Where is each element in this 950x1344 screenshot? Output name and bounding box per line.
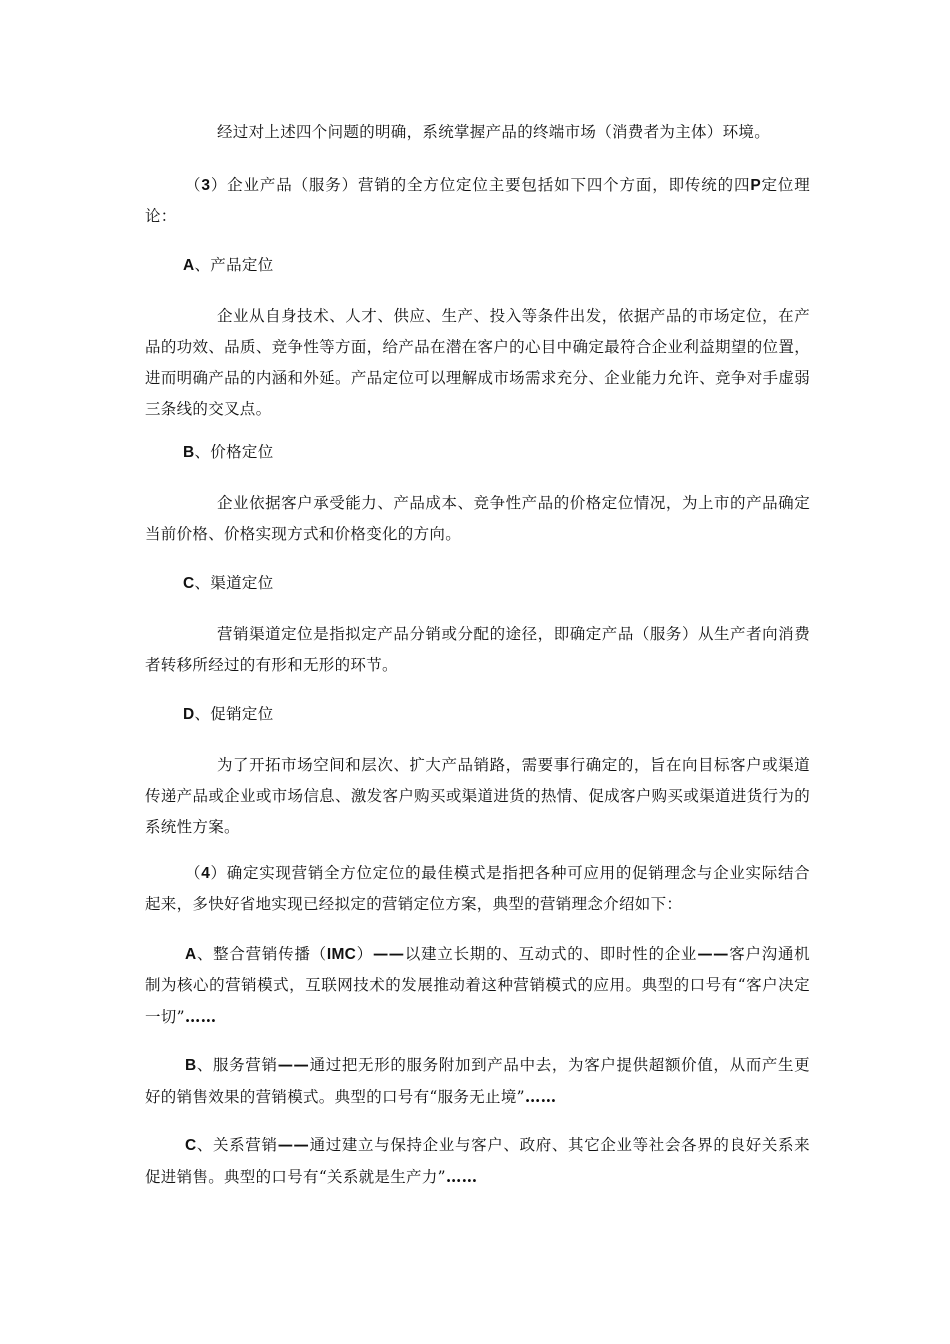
paragraph-intro: 经过对上述四个问题的明确，系统掌握产品的终端市场（消费者为主体）环境。 (217, 123, 771, 141)
heading-price-positioning: B、价格定位 (183, 443, 274, 461)
paragraph-service-marketing: B、服务营销——通过把无形的服务附加到产品中去，为客户提供超额价值，从而产生更好的销售效果的营销模式。典型的口号有“服务无止境”…… (145, 1055, 810, 1106)
paragraph-section-3: （3）企业产品（服务）营销的全方位定位主要包括如下四个方面，即传统的四P定位理论： (145, 176, 810, 225)
paragraph-imc: A、整合营销传播（IMC）——以建立长期的、互动式的、即时性的企业——客户沟通机制为核心的营销模式，互联网技术的发展推动着这种营销模式的应用。典型的口号有“客户决定一切”…… (145, 944, 810, 1026)
paragraph-channel-positioning: 营销渠道定位是指拟定产品分销或分配的途径，即确定产品（服务）从生产者向消费者转移所经过的有形和无形的环节。 (145, 625, 810, 674)
heading-channel-positioning: C、渠道定位 (183, 574, 274, 592)
paragraph-section-4: （4）确定实现营销全方位定位的最佳模式是指把各种可应用的促销理念与企业实际结合起来，多快好省地实现已经拟定的营销定位方案，典型的营销理念介绍如下： (145, 864, 810, 913)
heading-promotion-positioning: D、促销定位 (183, 705, 274, 723)
paragraph-relationship-marketing: C、关系营销——通过建立与保持企业与客户、政府、其它企业等社会各界的良好关系来促进销售。典型的口号有“关系就是生产力”…… (145, 1135, 810, 1186)
heading-product-positioning: A、产品定位 (183, 256, 274, 274)
paragraph-product-positioning: 企业从自身技术、人才、供应、生产、投入等条件出发，依据产品的市场定位，在产品的功效、品质、竞争性等方面，给产品在潜在客户的心目中确定最符合企业利益期望的位置，进而明确产品的内涵和外延。产品定位可以理解成市场需求充分、企业能力允许、竞争对手虚弱三条线的交叉点。 (145, 307, 810, 418)
paragraph-price-positioning: 企业依据客户承受能力、产品成本、竞争性产品的价格定位情况，为上市的产品确定当前价格、价格实现方式和价格变化的方向。 (145, 494, 810, 543)
paragraph-promotion-positioning: 为了开拓市场空间和层次、扩大产品销路，需要事行确定的，旨在向目标客户或渠道传递产品或企业或市场信息、激发客户购买或渠道进货的热情、促成客户购买或渠道进货行为的系统性方案。 (145, 756, 810, 836)
